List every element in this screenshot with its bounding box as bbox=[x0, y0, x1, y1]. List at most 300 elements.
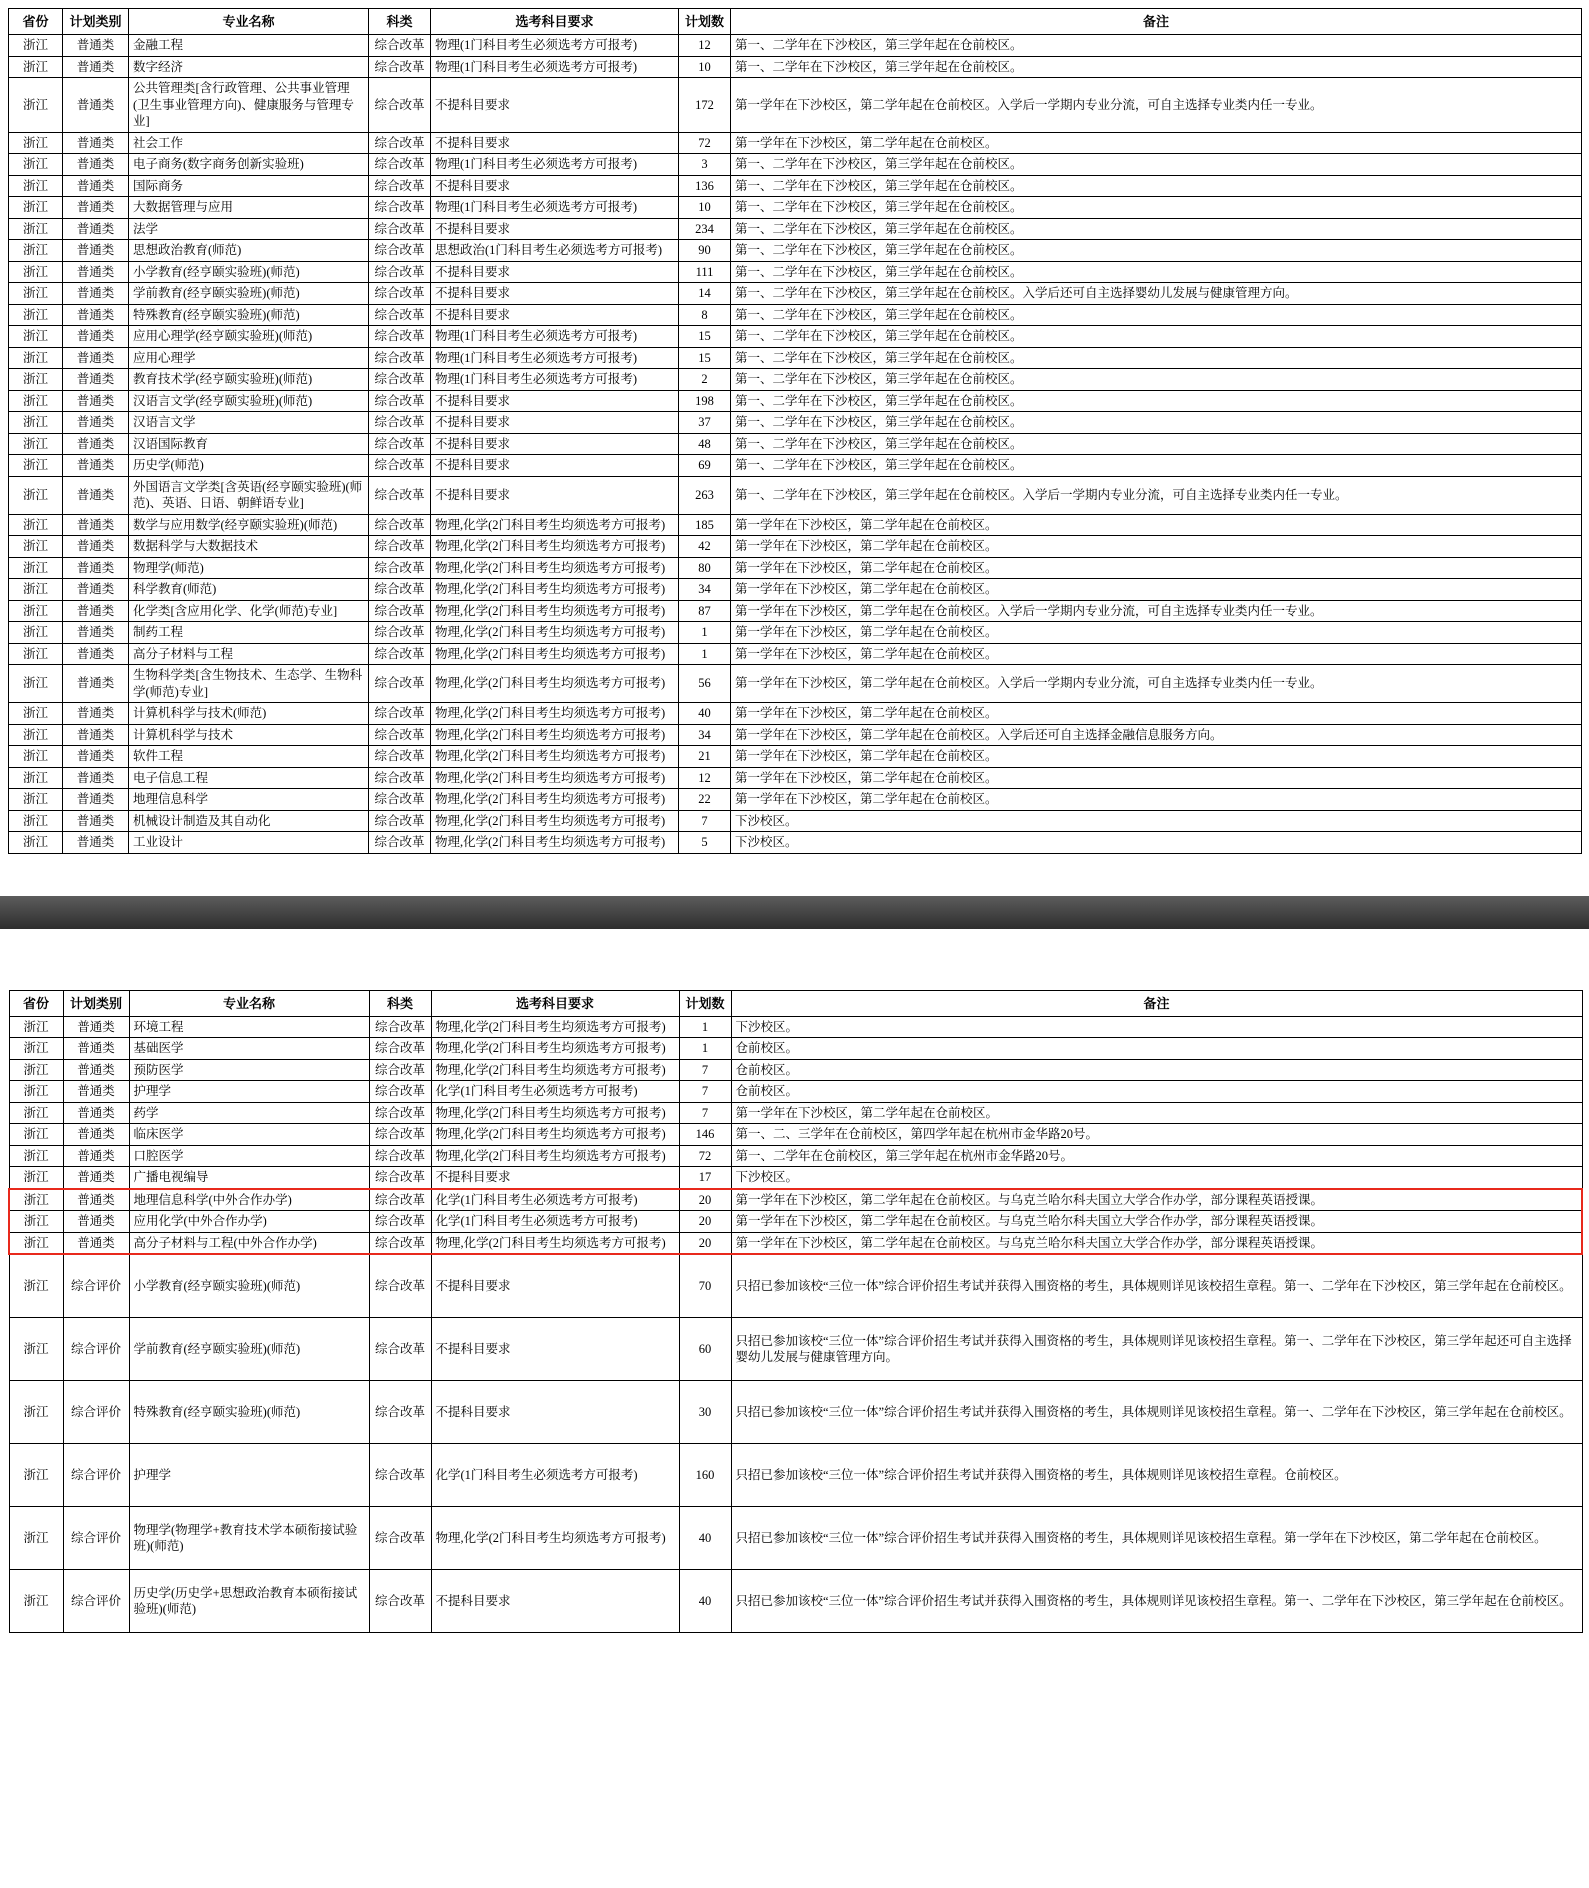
cell-subject-type: 综合改革 bbox=[369, 703, 431, 725]
cell-subject-type: 综合改革 bbox=[369, 1016, 431, 1038]
cell-remarks: 下沙校区。 bbox=[731, 810, 1582, 832]
table-row bbox=[9, 154, 1582, 176]
cell-remarks: 第一、二学年在下沙校区，第三学年起在仓前校区。 bbox=[731, 455, 1582, 477]
cell-remarks: 第一、二学年在下沙校区，第三学年起在仓前校区。 bbox=[731, 197, 1582, 219]
cell-subject-requirements: 化学(1门科目考生必须选考方可报考) bbox=[431, 1081, 679, 1103]
cell-major-name: 汉语国际教育 bbox=[129, 433, 369, 455]
cell-plan-category: 普通类 bbox=[63, 1211, 129, 1233]
cell-province: 浙江 bbox=[9, 1444, 63, 1507]
cell-remarks: 第一、二学年在下沙校区，第三学年起在仓前校区。 bbox=[731, 56, 1582, 78]
cell-plan-count: 198 bbox=[679, 390, 731, 412]
cell-plan-count: 40 bbox=[679, 1570, 731, 1633]
cell-subject-type: 综合改革 bbox=[369, 1102, 431, 1124]
cell-subject-requirements: 物理(1门科目考生必须选考方可报考) bbox=[431, 369, 679, 391]
cell-subject-type: 综合改革 bbox=[369, 132, 431, 154]
cell-province: 浙江 bbox=[9, 1570, 63, 1633]
cell-province: 浙江 bbox=[9, 1145, 63, 1167]
cell-remarks: 仓前校区。 bbox=[731, 1081, 1582, 1103]
cell-plan-category: 普通类 bbox=[63, 579, 129, 601]
cell-province: 浙江 bbox=[9, 1081, 63, 1103]
cell-remarks: 第一、二、三学年在仓前校区，第四学年起在杭州市金华路20号。 bbox=[731, 1124, 1582, 1146]
table-row bbox=[9, 1232, 1582, 1254]
cell-subject-type: 综合改革 bbox=[369, 1211, 431, 1233]
table-row bbox=[9, 261, 1582, 283]
cell-remarks: 只招已参加该校“三位一体”综合评价招生考试并获得入围资格的考生，具体规则详见该校招生章程。第一、二学年在下沙校区，第三学年起在仓前校区。 bbox=[731, 1254, 1582, 1318]
cell-subject-type: 综合改革 bbox=[369, 665, 431, 703]
cell-plan-count: 15 bbox=[679, 326, 731, 348]
cell-subject-requirements: 化学(1门科目考生必须选考方可报考) bbox=[431, 1211, 679, 1233]
page-separator bbox=[0, 854, 1589, 982]
cell-major-name: 应用心理学(经亨颐实验班)(师范) bbox=[129, 326, 369, 348]
cell-remarks: 第一学年在下沙校区，第二学年起在仓前校区。入学后一学期内专业分流，可自主选择专业类内任一专业。 bbox=[731, 665, 1582, 703]
cell-province: 浙江 bbox=[9, 1038, 63, 1060]
cell-plan-count: 1 bbox=[679, 622, 731, 644]
cell-plan-category: 普通类 bbox=[63, 78, 129, 133]
cell-remarks: 下沙校区。 bbox=[731, 832, 1582, 854]
table-row bbox=[9, 832, 1582, 854]
cell-major-name: 外国语言文学类[含英语(经亨颐实验班)(师范)、英语、日语、朝鲜语专业] bbox=[129, 476, 369, 514]
cell-subject-type: 综合改革 bbox=[369, 746, 431, 768]
cell-remarks: 第一学年在下沙校区，第二学年起在仓前校区。 bbox=[731, 643, 1582, 665]
cell-subject-type: 综合改革 bbox=[369, 240, 431, 262]
cell-plan-count: 5 bbox=[679, 832, 731, 854]
cell-plan-count: 40 bbox=[679, 703, 731, 725]
cell-remarks: 第一、二学年在下沙校区，第三学年起在仓前校区。 bbox=[731, 154, 1582, 176]
table-row bbox=[9, 369, 1582, 391]
cell-subject-requirements: 物理(1门科目考生必须选考方可报考) bbox=[431, 326, 679, 348]
table-row bbox=[9, 304, 1582, 326]
cell-province: 浙江 bbox=[9, 1059, 63, 1081]
cell-province: 浙江 bbox=[9, 1254, 63, 1318]
cell-subject-type: 综合改革 bbox=[369, 154, 431, 176]
cell-major-name: 地理信息科学(中外合作办学) bbox=[129, 1189, 369, 1211]
cell-major-name: 数据科学与大数据技术 bbox=[129, 536, 369, 558]
table-row bbox=[9, 643, 1582, 665]
cell-plan-category: 普通类 bbox=[63, 703, 129, 725]
cell-province: 浙江 bbox=[9, 1189, 63, 1211]
table-header-row bbox=[9, 990, 1582, 1016]
cell-plan-count: 20 bbox=[679, 1211, 731, 1233]
cell-subject-type: 综合改革 bbox=[369, 789, 431, 811]
cell-plan-count: 87 bbox=[679, 600, 731, 622]
cell-plan-category: 普通类 bbox=[63, 1145, 129, 1167]
admission-plan-table-2 bbox=[8, 990, 1583, 1634]
cell-major-name: 广播电视编导 bbox=[129, 1167, 369, 1189]
cell-subject-type: 综合改革 bbox=[369, 1254, 431, 1318]
cell-plan-category: 普通类 bbox=[63, 746, 129, 768]
cell-subject-requirements: 物理,化学(2门科目考生均须选考方可报考) bbox=[431, 703, 679, 725]
cell-subject-requirements: 不提科目要求 bbox=[431, 304, 679, 326]
cell-subject-requirements: 物理(1门科目考生必须选考方可报考) bbox=[431, 56, 679, 78]
cell-subject-requirements: 不提科目要求 bbox=[431, 433, 679, 455]
cell-major-name: 电子信息工程 bbox=[129, 767, 369, 789]
cell-subject-requirements: 物理,化学(2门科目考生均须选考方可报考) bbox=[431, 1124, 679, 1146]
cell-plan-category: 普通类 bbox=[63, 1102, 129, 1124]
cell-plan-category: 普通类 bbox=[63, 1167, 129, 1189]
cell-remarks: 下沙校区。 bbox=[731, 1016, 1582, 1038]
cell-major-name: 汉语言文学 bbox=[129, 412, 369, 434]
cell-province: 浙江 bbox=[9, 767, 63, 789]
cell-major-name: 小学教育(经亨颐实验班)(师范) bbox=[129, 261, 369, 283]
cell-remarks: 第一学年在下沙校区，第二学年起在仓前校区。与乌克兰哈尔科夫国立大学合作办学，部分课程英语授课。 bbox=[731, 1211, 1582, 1233]
cell-major-name: 小学教育(经亨颐实验班)(师范) bbox=[129, 1254, 369, 1318]
cell-province: 浙江 bbox=[9, 536, 63, 558]
cell-plan-category: 普通类 bbox=[63, 536, 129, 558]
cell-plan-category: 普通类 bbox=[63, 283, 129, 305]
cell-subject-requirements: 物理,化学(2门科目考生均须选考方可报考) bbox=[431, 665, 679, 703]
cell-province: 浙江 bbox=[9, 665, 63, 703]
table-row bbox=[9, 1167, 1582, 1189]
cell-plan-count: 37 bbox=[679, 412, 731, 434]
cell-remarks: 第一、二学年在下沙校区，第三学年起在仓前校区。 bbox=[731, 175, 1582, 197]
cell-subject-type: 综合改革 bbox=[369, 1145, 431, 1167]
cell-province: 浙江 bbox=[9, 514, 63, 536]
table-row bbox=[9, 326, 1582, 348]
column-header-plan-category: 计划类别 bbox=[63, 9, 129, 35]
cell-province: 浙江 bbox=[9, 832, 63, 854]
cell-remarks: 第一、二学年在下沙校区，第三学年起在仓前校区。 bbox=[731, 304, 1582, 326]
cell-remarks: 第一、二学年在下沙校区，第三学年起在仓前校区。入学后一学期内专业分流，可自主选择专业类内任一专业。 bbox=[731, 476, 1582, 514]
cell-major-name: 计算机科学与技术 bbox=[129, 724, 369, 746]
cell-plan-category: 普通类 bbox=[63, 832, 129, 854]
table-row bbox=[9, 665, 1582, 703]
cell-plan-category: 综合评价 bbox=[63, 1254, 129, 1318]
cell-province: 浙江 bbox=[9, 1232, 63, 1254]
page-break-bar bbox=[0, 896, 1589, 929]
cell-plan-count: 7 bbox=[679, 1081, 731, 1103]
column-header-remarks: 备注 bbox=[731, 9, 1582, 35]
cell-subject-type: 综合改革 bbox=[369, 476, 431, 514]
cell-remarks: 第一学年在下沙校区，第二学年起在仓前校区。入学后一学期内专业分流，可自主选择专业类内任一专业。 bbox=[731, 78, 1582, 133]
cell-subject-requirements: 不提科目要求 bbox=[431, 1381, 679, 1444]
cell-subject-requirements: 不提科目要求 bbox=[431, 476, 679, 514]
cell-remarks: 第一、二学年在下沙校区，第三学年起在仓前校区。入学后还可自主选择婴幼儿发展与健康管理方向。 bbox=[731, 283, 1582, 305]
cell-subject-type: 综合改革 bbox=[369, 283, 431, 305]
cell-subject-type: 综合改革 bbox=[369, 35, 431, 57]
cell-subject-requirements: 不提科目要求 bbox=[431, 261, 679, 283]
cell-subject-requirements: 物理,化学(2门科目考生均须选考方可报考) bbox=[431, 1016, 679, 1038]
cell-plan-count: 3 bbox=[679, 154, 731, 176]
cell-plan-category: 普通类 bbox=[63, 1081, 129, 1103]
cell-plan-category: 普通类 bbox=[63, 1124, 129, 1146]
cell-subject-requirements: 物理,化学(2门科目考生均须选考方可报考) bbox=[431, 1145, 679, 1167]
cell-remarks: 第一、二学年在下沙校区，第三学年起在仓前校区。 bbox=[731, 433, 1582, 455]
table-row bbox=[9, 1081, 1582, 1103]
cell-province: 浙江 bbox=[9, 703, 63, 725]
cell-plan-category: 综合评价 bbox=[63, 1570, 129, 1633]
cell-plan-count: 1 bbox=[679, 1016, 731, 1038]
cell-remarks: 第一、二学年在下沙校区，第三学年起在仓前校区。 bbox=[731, 218, 1582, 240]
cell-province: 浙江 bbox=[9, 175, 63, 197]
cell-plan-category: 普通类 bbox=[63, 390, 129, 412]
cell-subject-type: 综合改革 bbox=[369, 1570, 431, 1633]
cell-subject-type: 综合改革 bbox=[369, 600, 431, 622]
cell-major-name: 机械设计制造及其自动化 bbox=[129, 810, 369, 832]
cell-subject-requirements: 物理,化学(2门科目考生均须选考方可报考) bbox=[431, 724, 679, 746]
column-header-subject-type: 科类 bbox=[369, 9, 431, 35]
cell-subject-requirements: 化学(1门科目考生必须选考方可报考) bbox=[431, 1189, 679, 1211]
document-page bbox=[0, 8, 1589, 1637]
cell-major-name: 计算机科学与技术(师范) bbox=[129, 703, 369, 725]
cell-plan-category: 普通类 bbox=[63, 218, 129, 240]
cell-plan-category: 综合评价 bbox=[63, 1444, 129, 1507]
table-row bbox=[9, 56, 1582, 78]
cell-plan-count: 17 bbox=[679, 1167, 731, 1189]
table-row bbox=[9, 433, 1582, 455]
table-row bbox=[9, 622, 1582, 644]
cell-major-name: 教育技术学(经亨颐实验班)(师范) bbox=[129, 369, 369, 391]
cell-subject-requirements: 不提科目要求 bbox=[431, 1570, 679, 1633]
cell-plan-count: 14 bbox=[679, 283, 731, 305]
cell-plan-count: 7 bbox=[679, 1059, 731, 1081]
cell-subject-type: 综合改革 bbox=[369, 433, 431, 455]
cell-plan-category: 普通类 bbox=[63, 557, 129, 579]
table-row bbox=[9, 132, 1582, 154]
cell-plan-category: 普通类 bbox=[63, 622, 129, 644]
table-row bbox=[9, 1318, 1582, 1381]
cell-subject-type: 综合改革 bbox=[369, 412, 431, 434]
table-header-row bbox=[9, 9, 1582, 35]
cell-plan-category: 普通类 bbox=[63, 154, 129, 176]
table-row bbox=[9, 455, 1582, 477]
cell-major-name: 化学类[含应用化学、化学(师范)专业] bbox=[129, 600, 369, 622]
table-row bbox=[9, 78, 1582, 133]
cell-remarks: 第一、二学年在仓前校区，第三学年起在杭州市金华路20号。 bbox=[731, 1145, 1582, 1167]
table-row bbox=[9, 579, 1582, 601]
cell-major-name: 高分子材料与工程 bbox=[129, 643, 369, 665]
cell-plan-count: 72 bbox=[679, 132, 731, 154]
cell-major-name: 预防医学 bbox=[129, 1059, 369, 1081]
cell-remarks: 第一、二学年在下沙校区，第三学年起在仓前校区。 bbox=[731, 347, 1582, 369]
cell-subject-type: 综合改革 bbox=[369, 724, 431, 746]
table-row bbox=[9, 197, 1582, 219]
cell-plan-count: 69 bbox=[679, 455, 731, 477]
cell-remarks: 第一学年在下沙校区，第二学年起在仓前校区。 bbox=[731, 767, 1582, 789]
cell-plan-count: 160 bbox=[679, 1444, 731, 1507]
cell-subject-type: 综合改革 bbox=[369, 643, 431, 665]
table-row bbox=[9, 1124, 1582, 1146]
cell-major-name: 社会工作 bbox=[129, 132, 369, 154]
cell-subject-type: 综合改革 bbox=[369, 175, 431, 197]
cell-subject-requirements: 不提科目要求 bbox=[431, 1318, 679, 1381]
cell-subject-requirements: 不提科目要求 bbox=[431, 218, 679, 240]
cell-subject-requirements: 物理,化学(2门科目考生均须选考方可报考) bbox=[431, 746, 679, 768]
table-row bbox=[9, 703, 1582, 725]
cell-remarks: 第一、二学年在下沙校区，第三学年起在仓前校区。 bbox=[731, 369, 1582, 391]
cell-plan-category: 普通类 bbox=[63, 261, 129, 283]
cell-major-name: 环境工程 bbox=[129, 1016, 369, 1038]
cell-remarks: 第一、二学年在下沙校区，第三学年起在仓前校区。 bbox=[731, 261, 1582, 283]
cell-remarks: 第一学年在下沙校区，第二学年起在仓前校区。 bbox=[731, 703, 1582, 725]
cell-subject-type: 综合改革 bbox=[369, 1232, 431, 1254]
cell-subject-type: 综合改革 bbox=[369, 390, 431, 412]
cell-plan-count: 34 bbox=[679, 724, 731, 746]
cell-subject-type: 综合改革 bbox=[369, 1189, 431, 1211]
admission-plan-table-1 bbox=[8, 8, 1582, 854]
cell-plan-count: 80 bbox=[679, 557, 731, 579]
cell-province: 浙江 bbox=[9, 476, 63, 514]
cell-subject-requirements: 物理(1门科目考生必须选考方可报考) bbox=[431, 35, 679, 57]
cell-major-name: 物理学(物理学+教育技术学本硕衔接试验班)(师范) bbox=[129, 1507, 369, 1570]
cell-subject-requirements: 物理,化学(2门科目考生均须选考方可报考) bbox=[431, 579, 679, 601]
cell-remarks: 第一学年在下沙校区，第二学年起在仓前校区。 bbox=[731, 514, 1582, 536]
cell-subject-type: 综合改革 bbox=[369, 536, 431, 558]
cell-subject-requirements: 思想政治(1门科目考生必须选考方可报考) bbox=[431, 240, 679, 262]
cell-plan-count: 40 bbox=[679, 1507, 731, 1570]
cell-major-name: 特殊教育(经亨颐实验班)(师范) bbox=[129, 1381, 369, 1444]
cell-plan-count: 56 bbox=[679, 665, 731, 703]
table-row bbox=[9, 1059, 1582, 1081]
cell-major-name: 数学与应用数学(经亨颐实验班)(师范) bbox=[129, 514, 369, 536]
cell-subject-type: 综合改革 bbox=[369, 557, 431, 579]
cell-plan-category: 普通类 bbox=[63, 175, 129, 197]
table-row bbox=[9, 1444, 1582, 1507]
cell-plan-count: 7 bbox=[679, 810, 731, 832]
cell-major-name: 应用化学(中外合作办学) bbox=[129, 1211, 369, 1233]
cell-province: 浙江 bbox=[9, 326, 63, 348]
cell-remarks: 第一学年在下沙校区，第二学年起在仓前校区。 bbox=[731, 132, 1582, 154]
cell-major-name: 大数据管理与应用 bbox=[129, 197, 369, 219]
cell-remarks: 仓前校区。 bbox=[731, 1059, 1582, 1081]
cell-remarks: 只招已参加该校“三位一体”综合评价招生考试并获得入围资格的考生，具体规则详见该校招生章程。第一学年在下沙校区，第二学年起在仓前校区。 bbox=[731, 1507, 1582, 1570]
cell-province: 浙江 bbox=[9, 78, 63, 133]
table-row bbox=[9, 476, 1582, 514]
cell-major-name: 药学 bbox=[129, 1102, 369, 1124]
cell-province: 浙江 bbox=[9, 412, 63, 434]
cell-subject-requirements: 不提科目要求 bbox=[431, 78, 679, 133]
cell-plan-count: 90 bbox=[679, 240, 731, 262]
cell-subject-type: 综合改革 bbox=[369, 369, 431, 391]
cell-plan-category: 普通类 bbox=[63, 433, 129, 455]
cell-remarks: 第一学年在下沙校区，第二学年起在仓前校区。与乌克兰哈尔科夫国立大学合作办学，部分课程英语授课。 bbox=[731, 1232, 1582, 1254]
cell-subject-type: 综合改革 bbox=[369, 78, 431, 133]
column-header-province: 省份 bbox=[9, 9, 63, 35]
table-row bbox=[9, 218, 1582, 240]
cell-plan-category: 普通类 bbox=[63, 1038, 129, 1060]
cell-plan-count: 42 bbox=[679, 536, 731, 558]
cell-major-name: 护理学 bbox=[129, 1444, 369, 1507]
bottom-margin bbox=[0, 1633, 1589, 1637]
cell-province: 浙江 bbox=[9, 433, 63, 455]
cell-plan-count: 20 bbox=[679, 1232, 731, 1254]
cell-province: 浙江 bbox=[9, 35, 63, 57]
cell-major-name: 临床医学 bbox=[129, 1124, 369, 1146]
cell-province: 浙江 bbox=[9, 304, 63, 326]
cell-subject-type: 综合改革 bbox=[369, 767, 431, 789]
cell-province: 浙江 bbox=[9, 56, 63, 78]
cell-plan-category: 普通类 bbox=[63, 369, 129, 391]
cell-province: 浙江 bbox=[9, 724, 63, 746]
cell-plan-category: 普通类 bbox=[63, 326, 129, 348]
cell-plan-category: 普通类 bbox=[63, 665, 129, 703]
cell-province: 浙江 bbox=[9, 557, 63, 579]
cell-subject-requirements: 物理,化学(2门科目考生均须选考方可报考) bbox=[431, 514, 679, 536]
cell-province: 浙江 bbox=[9, 600, 63, 622]
table-row bbox=[9, 536, 1582, 558]
cell-plan-count: 12 bbox=[679, 767, 731, 789]
cell-plan-count: 34 bbox=[679, 579, 731, 601]
cell-plan-count: 60 bbox=[679, 1318, 731, 1381]
table-row bbox=[9, 1381, 1582, 1444]
cell-plan-category: 普通类 bbox=[63, 1016, 129, 1038]
cell-plan-category: 普通类 bbox=[63, 197, 129, 219]
cell-plan-count: 12 bbox=[679, 35, 731, 57]
column-header-remarks: 备注 bbox=[731, 990, 1582, 1016]
cell-subject-type: 综合改革 bbox=[369, 810, 431, 832]
cell-remarks: 只招已参加该校“三位一体”综合评价招生考试并获得入围资格的考生，具体规则详见该校招生章程。第一、二学年在下沙校区，第三学年起在仓前校区。 bbox=[731, 1381, 1582, 1444]
cell-province: 浙江 bbox=[9, 240, 63, 262]
cell-plan-count: 10 bbox=[679, 197, 731, 219]
cell-province: 浙江 bbox=[9, 1016, 63, 1038]
column-header-plan-count: 计划数 bbox=[679, 9, 731, 35]
table-row bbox=[9, 557, 1582, 579]
cell-subject-requirements: 物理,化学(2门科目考生均须选考方可报考) bbox=[431, 600, 679, 622]
cell-remarks: 第一学年在下沙校区，第二学年起在仓前校区。 bbox=[731, 789, 1582, 811]
cell-plan-count: 111 bbox=[679, 261, 731, 283]
table-row bbox=[9, 1211, 1582, 1233]
cell-province: 浙江 bbox=[9, 455, 63, 477]
cell-plan-count: 15 bbox=[679, 347, 731, 369]
cell-remarks: 下沙校区。 bbox=[731, 1167, 1582, 1189]
cell-major-name: 口腔医学 bbox=[129, 1145, 369, 1167]
cell-subject-requirements: 物理,化学(2门科目考生均须选考方可报考) bbox=[431, 767, 679, 789]
cell-subject-requirements: 不提科目要求 bbox=[431, 132, 679, 154]
cell-remarks: 第一、二学年在下沙校区，第三学年起在仓前校区。 bbox=[731, 390, 1582, 412]
table-row bbox=[9, 810, 1582, 832]
cell-major-name: 护理学 bbox=[129, 1081, 369, 1103]
cell-remarks: 第一、二学年在下沙校区，第三学年起在仓前校区。 bbox=[731, 412, 1582, 434]
cell-major-name: 汉语言文学(经亨颐实验班)(师范) bbox=[129, 390, 369, 412]
cell-subject-requirements: 物理,化学(2门科目考生均须选考方可报考) bbox=[431, 536, 679, 558]
cell-plan-category: 综合评价 bbox=[63, 1318, 129, 1381]
cell-subject-type: 综合改革 bbox=[369, 261, 431, 283]
cell-province: 浙江 bbox=[9, 1318, 63, 1381]
cell-remarks: 第一学年在下沙校区，第二学年起在仓前校区。 bbox=[731, 557, 1582, 579]
cell-subject-type: 综合改革 bbox=[369, 218, 431, 240]
cell-remarks: 第一学年在下沙校区，第二学年起在仓前校区。入学后还可自主选择金融信息服务方向。 bbox=[731, 724, 1582, 746]
cell-subject-requirements: 不提科目要求 bbox=[431, 283, 679, 305]
cell-plan-category: 普通类 bbox=[63, 1059, 129, 1081]
cell-plan-category: 普通类 bbox=[63, 347, 129, 369]
cell-plan-category: 普通类 bbox=[63, 412, 129, 434]
cell-subject-requirements: 不提科目要求 bbox=[431, 412, 679, 434]
cell-major-name: 高分子材料与工程(中外合作办学) bbox=[129, 1232, 369, 1254]
cell-plan-count: 146 bbox=[679, 1124, 731, 1146]
cell-major-name: 学前教育(经亨颐实验班)(师范) bbox=[129, 1318, 369, 1381]
cell-plan-count: 48 bbox=[679, 433, 731, 455]
cell-province: 浙江 bbox=[9, 347, 63, 369]
table-row bbox=[9, 35, 1582, 57]
cell-subject-requirements: 物理,化学(2门科目考生均须选考方可报考) bbox=[431, 622, 679, 644]
cell-major-name: 思想政治教育(师范) bbox=[129, 240, 369, 262]
column-header-subject-type: 科类 bbox=[369, 990, 431, 1016]
cell-plan-count: 1 bbox=[679, 1038, 731, 1060]
cell-major-name: 地理信息科学 bbox=[129, 789, 369, 811]
cell-subject-requirements: 物理,化学(2门科目考生均须选考方可报考) bbox=[431, 789, 679, 811]
table-row bbox=[9, 1102, 1582, 1124]
cell-plan-category: 普通类 bbox=[63, 1232, 129, 1254]
cell-subject-type: 综合改革 bbox=[369, 1038, 431, 1060]
cell-province: 浙江 bbox=[9, 1381, 63, 1444]
cell-major-name: 制药工程 bbox=[129, 622, 369, 644]
cell-remarks: 只招已参加该校“三位一体”综合评价招生考试并获得入围资格的考生，具体规则详见该校招生章程。第一、二学年在下沙校区，第三学年起在仓前校区。 bbox=[731, 1570, 1582, 1633]
cell-major-name: 金融工程 bbox=[129, 35, 369, 57]
table-row bbox=[9, 1016, 1582, 1038]
cell-subject-requirements: 物理(1门科目考生必须选考方可报考) bbox=[431, 154, 679, 176]
cell-province: 浙江 bbox=[9, 390, 63, 412]
table-row bbox=[9, 600, 1582, 622]
cell-plan-category: 普通类 bbox=[63, 304, 129, 326]
